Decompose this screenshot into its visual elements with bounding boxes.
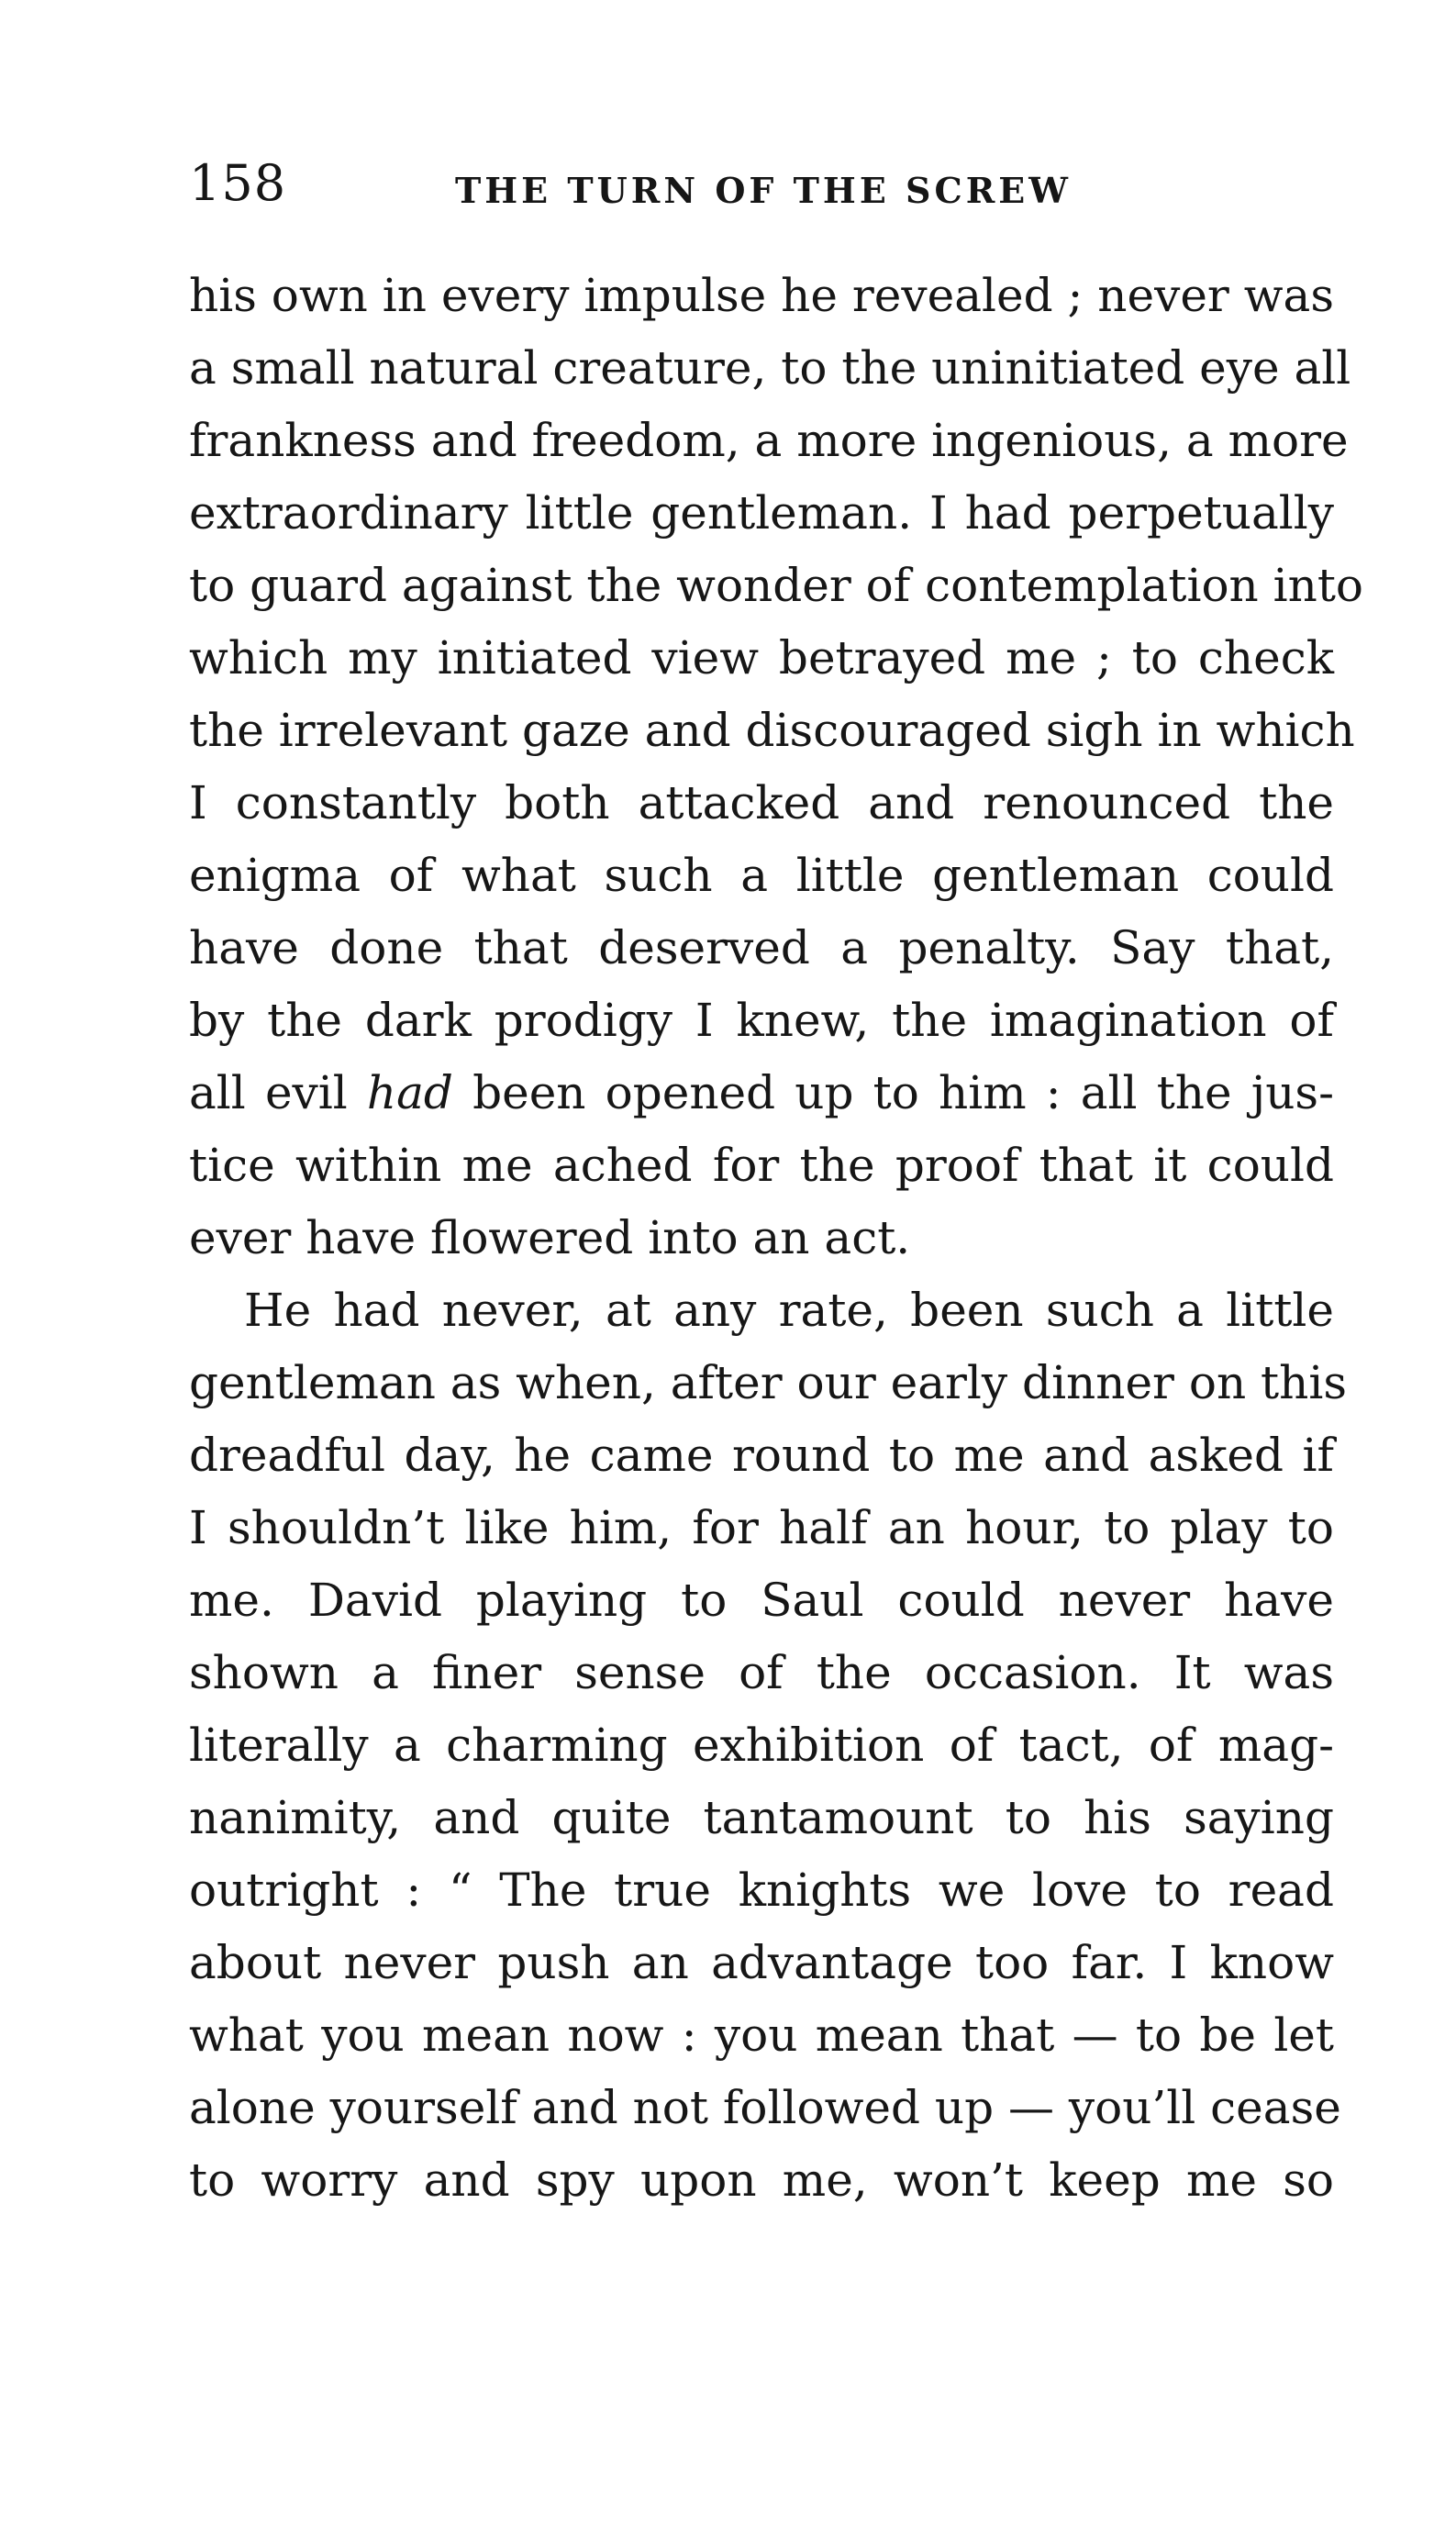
emphasized-word: had xyxy=(366,1066,453,1119)
text-line: frankness and freedom, a more ingenious, a more xyxy=(189,414,1349,467)
text-line: the irrelevant gaze and discouraged sigh in which xyxy=(189,704,1355,757)
text-line: outright : “ The true knights we love to read xyxy=(189,1864,1334,1917)
text-segment: been opened up to him : all the jus- xyxy=(452,1066,1334,1119)
body-text xyxy=(189,260,1364,2217)
text-line: a small natural creature, to the uninitiated eye all xyxy=(189,341,1351,395)
text-line: his own in every impulse he revealed ; never was xyxy=(189,269,1334,322)
text-line: have done that deserved a penalty. Say that, xyxy=(189,921,1334,974)
text-segment: all evil xyxy=(189,1066,367,1119)
text-line: tice within me ached for the proof that it could xyxy=(189,1139,1334,1192)
text-line: to worry and spy upon me, won’t keep me so xyxy=(189,2153,1334,2207)
running-title: THE TURN OF THE SCREW xyxy=(455,170,1072,211)
paragraph-2 xyxy=(189,1274,1347,2217)
text-line: which my initiated view betrayed me ; to check xyxy=(189,631,1334,684)
text-line: alone yourself and not followed up — you’ll cease xyxy=(189,2081,1341,2134)
text-line: literally a charming exhibition of tact, of mag- xyxy=(189,1719,1334,1772)
paragraph-1 xyxy=(189,260,1364,1274)
page-number: 158 xyxy=(189,154,287,212)
text-line: me. David playing to Saul could never have xyxy=(189,1574,1334,1627)
text-line: I shouldn’t like him, for half an hour, to play to xyxy=(189,1501,1334,1554)
text-line: enigma of what such a little gentleman could xyxy=(189,849,1334,902)
text-line: extraordinary little gentleman. I had perpetually xyxy=(189,486,1334,540)
text-line: dreadful day, he came round to me and asked if xyxy=(189,1429,1334,1482)
text-line: to guard against the wonder of contemplation into xyxy=(189,559,1364,612)
text-line-with-emphasis xyxy=(189,1057,1334,1129)
text-line: ever have flowered into an act. xyxy=(189,1211,911,1264)
text-line: about never push an advantage too far. I know xyxy=(189,1936,1334,1989)
text-line: nanimity, and quite tantamount to his saying xyxy=(189,1791,1334,1844)
text-line: by the dark prodigy I knew, the imagination of xyxy=(189,994,1334,1047)
text-line: gentleman as when, after our early dinner on this xyxy=(189,1356,1347,1409)
text-line: I constantly both attacked and renounced the xyxy=(189,776,1334,829)
text-line: shown a finer sense of the occasion. It was xyxy=(189,1646,1334,1699)
running-head xyxy=(189,147,1334,220)
text-line: what you mean now : you mean that — to be let xyxy=(189,2009,1334,2062)
text-line: He had never, at any rate, been such a little xyxy=(244,1284,1334,1337)
